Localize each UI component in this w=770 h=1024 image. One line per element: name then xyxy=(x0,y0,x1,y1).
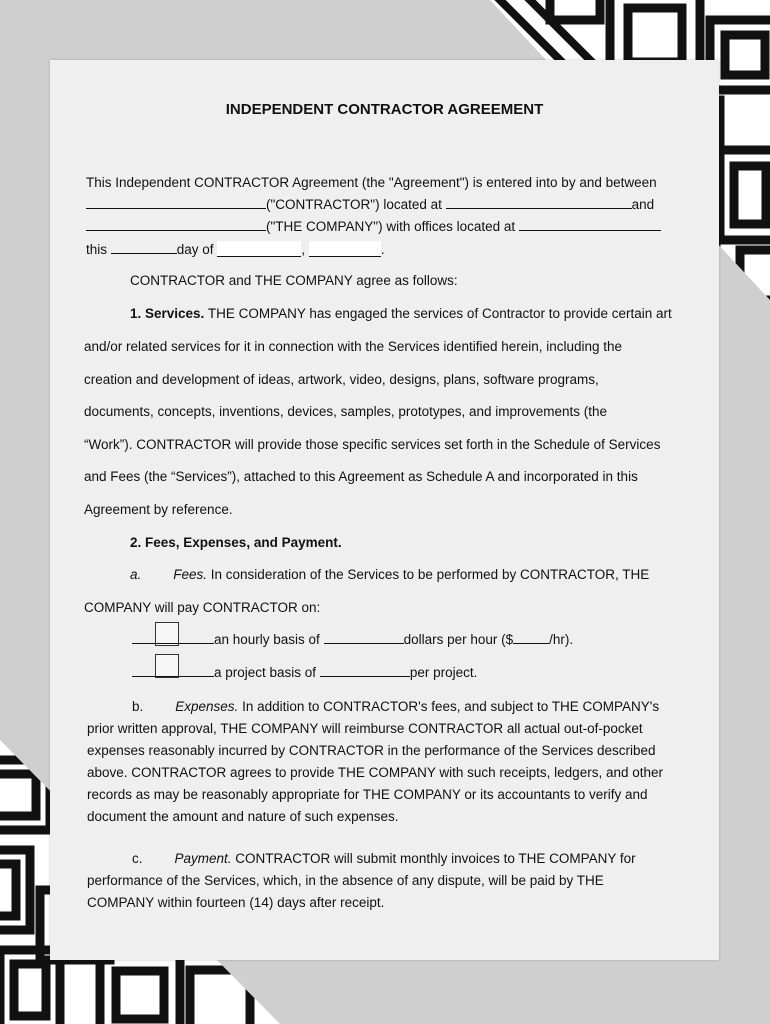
hourly-option-line: an hourly basis of dollars per hour ($ /hr). xyxy=(132,632,573,648)
payment-line-1: c. Payment. CONTRACTOR will submit monthly invoices to THE COMPANY for xyxy=(132,851,636,866)
expenses-line-1: b. Expenses. In addition to CONTRACTOR's fees, and subject to THE COMPANY's xyxy=(132,699,660,714)
contractor-address-blank[interactable] xyxy=(446,197,632,209)
services-line-5: “Work”). CONTRACTOR will provide those specific services set forth in the Schedule of Services xyxy=(84,437,661,452)
services-line-4: documents, concepts, inventions, devices, samples, prototypes, and improvements (the xyxy=(84,404,608,419)
intro-line-1: This Independent CONTRACTOR Agreement (the "Agreement") is entered into by and between xyxy=(86,175,657,190)
services-line-1: 1. Services. THE COMPANY has engaged the services of Contractor to provide certain art xyxy=(130,306,672,321)
year-field[interactable] xyxy=(309,241,381,257)
payment-line-3: COMPANY within fourteen (14) days after receipt. xyxy=(87,895,385,910)
services-heading: 1. Services. xyxy=(130,306,205,321)
project-amount-blank[interactable] xyxy=(320,665,410,677)
contractor-name-blank[interactable] xyxy=(86,197,266,209)
agree-line: CONTRACTOR and THE COMPANY agree as follows: xyxy=(130,273,458,288)
fees-heading: 2. Fees, Expenses, and Payment. xyxy=(130,535,342,550)
document-title: INDEPENDENT CONTRACTOR AGREEMENT xyxy=(225,101,544,118)
hourly-rate-blank[interactable] xyxy=(324,632,404,644)
month-field[interactable] xyxy=(217,241,301,257)
payment-label: Payment. xyxy=(174,851,232,866)
company-address-blank[interactable] xyxy=(519,219,661,231)
services-line-7: Agreement by reference. xyxy=(84,502,233,517)
hourly-amount-blank[interactable] xyxy=(513,632,549,644)
expenses-line-5: records as may be reasonably appropriate for THE COMPANY or its accountants to verify and xyxy=(87,787,648,802)
expenses-label: Expenses. xyxy=(175,699,239,714)
intro-line-4: this day of , . xyxy=(86,242,385,257)
payment-line-2: performance of the Services, which, in the absence of any dispute, will be paid by THE xyxy=(87,873,604,888)
services-line-6: and Fees (the “Services”), attached to this Agreement as Schedule A and incorporated in this xyxy=(84,469,638,484)
intro-line-3: ("THE COMPANY") with offices located at xyxy=(86,219,661,235)
fees-label: Fees. xyxy=(173,567,208,582)
expenses-line-6: document the amount and nature of such expenses. xyxy=(87,809,399,824)
services-line-3: creation and development of ideas, artwork, video, designs, plans, software programs, xyxy=(84,372,599,387)
intro-line-2: ("CONTRACTOR") located at and xyxy=(86,197,654,213)
company-name-blank[interactable] xyxy=(86,219,266,231)
expenses-line-2: prior written approval, THE COMPANY will reimburse CONTRACTOR all actual out-of-pocket xyxy=(87,721,643,736)
fees-a-line-1: a. Fees. In consideration of the Services to be performed by CONTRACTOR, THE xyxy=(130,567,650,582)
expenses-line-3: expenses reasonably incurred by CONTRACTOR in the performance of the Services described xyxy=(87,743,656,758)
fees-a-line-2: COMPANY will pay CONTRACTOR on: xyxy=(84,600,321,615)
services-line-2: and/or related services for it in connection with the Services identified herein, including the xyxy=(84,339,623,354)
expenses-line-4: above. CONTRACTOR agrees to provide THE COMPANY with such receipts, ledgers, and other xyxy=(87,765,663,780)
day-blank[interactable] xyxy=(111,242,177,254)
project-option-line: a project basis of per project. xyxy=(132,665,477,681)
document-page xyxy=(50,60,719,960)
